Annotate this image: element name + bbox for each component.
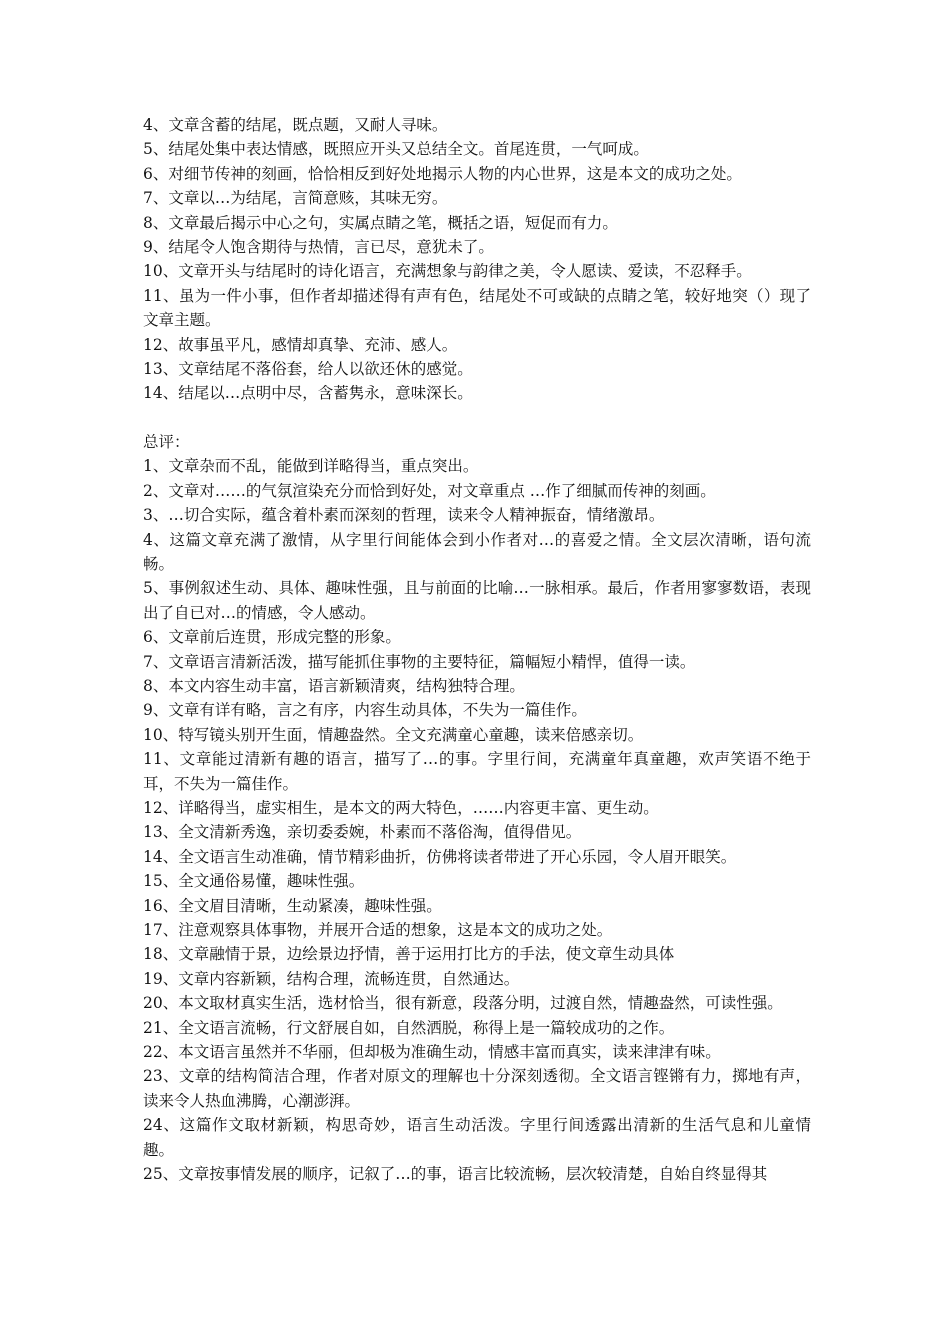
list-item: 25、文章按事情发展的顺序，记叙了…的事，语言比较流畅，层次较清楚，自始自终显得其 (143, 1165, 768, 1184)
list-item: 3、…切合实际，蕴含着朴素而深刻的哲理，读来令人精神振奋，情绪激昂。 (143, 506, 665, 525)
list-item: 17、注意观察具体事物，并展开合适的想象，这是本文的成功之处。 (143, 921, 613, 939)
list-item: 15、全文通俗易懂，趣味性强。 (143, 872, 365, 891)
document-page (143, 113, 811, 1186)
list-item: 19、文章内容新颖，结构合理，流畅连贯，自然通达。 (143, 969, 520, 988)
list-item: 9、结尾令人饱含期待与热情，言已尽，意犹未了。 (143, 238, 494, 257)
list-item: 21、全文语言流畅，行文舒展自如，自然洒脱，称得上是一篇较成功的之作。 (143, 1018, 675, 1037)
list-item: 5、结尾处集中表达情感，既照应开头又总结全文。首尾连贯，一气呵成。 (143, 140, 649, 159)
list-item: 1、文章杂而不乱，能做到详略得当，重点突出。 (143, 457, 479, 476)
list-item: 9、文章有详有略，言之有序，内容生动具体，不失为一篇佳作。 (143, 701, 587, 720)
list-item: 5、事例叙述生动、具体、趣味性强，且与前面的比喻…一脉相承。最后，作者用寥寥数语，表现出了自已对…的情感，令人感动。 (143, 579, 811, 622)
list-item: 2、文章对……的气氛渲染充分而恰到好处，对文章重点 …作了细腻而传神的刻画。 (143, 481, 716, 500)
list-item: 23、文章的结构简洁合理，作者对原文的理解也十分深刻透彻。全文语言铿锵有力，掷地有声，读来令人热血沸腾，心潮澎湃。 (143, 1067, 811, 1110)
ending-comments-list (143, 113, 811, 406)
list-item: 7、文章语言清新活泼，描写能抓住事物的主要特征，篇幅短小精悍，值得一读。 (143, 652, 696, 671)
summary-comments-list (143, 454, 811, 1186)
list-item: 18、文章融情于景，边绘景边抒情，善于运用打比方的手法，使文章生动具体 (143, 945, 675, 964)
list-item: 4、文章含蓄的结尾，既点题，又耐人寻味。 (143, 116, 448, 134)
list-item: 6、文章前后连贯，形成完整的形象。 (143, 628, 401, 647)
list-item: 11、虽为一件小事，但作者却描述得有声有色，结尾处不可或缺的点睛之笔，较好地突（）现了文章主题。 (143, 286, 811, 330)
list-item: 13、文章结尾不落俗套，给人以欲还休的感觉。 (143, 360, 473, 379)
list-item: 13、全文清新秀逸，亲切委委婉，朴素而不落俗淘，值得借见。 (143, 823, 582, 842)
list-item: 16、全文眉目清晰，生动紧凑，趣味性强。 (143, 896, 442, 915)
list-item: 22、本文语言虽然并不华丽，但却极为准确生动，情感丰富而真实，读来津津有味。 (143, 1043, 721, 1062)
list-item: 12、故事虽平凡，感情却真挚、充沛、感人。 (143, 335, 458, 354)
section-gap (143, 406, 811, 430)
list-item: 7、文章以…为结尾，言简意赅，其味无穷。 (143, 189, 448, 208)
list-item: 10、文章开头与结尾时的诗化语言，充满想象与韵律之美，令人愿读、爱读，不忍释手。 (143, 262, 752, 281)
list-item: 24、这篇作文取材新颖，构思奇妙，语言生动活泼。字里行间透露出清新的生活气息和儿童情趣。 (143, 1116, 811, 1159)
list-item: 14、全文语言生动准确，情节精彩曲折，仿佛将读者带进了开心乐园，令人眉开眼笑。 (143, 847, 737, 866)
list-item: 8、文章最后揭示中心之句，实属点睛之笔，概括之语，短促而有力。 (143, 213, 618, 232)
list-item: 6、对细节传神的刻画，恰恰相反到好处地揭示人物的内心世界，这是本文的成功之处。 (143, 164, 742, 183)
list-item: 10、特写镜头别开生面，情趣盎然。全文充满童心童趣，读来倍感亲切。 (143, 725, 644, 744)
list-item: 8、本文内容生动丰富，语言新颖清爽，结构独特合理。 (143, 676, 525, 695)
list-item: 14、结尾以…点明中尽，含蓄隽永，意味深长。 (143, 384, 473, 403)
section-title: 总评： (143, 432, 190, 451)
list-item: 11、文章能过清新有趣的语言，描写了…的事。字里行间，充满童年真童趣，欢声笑语不绝于耳，不失为一篇佳作。 (143, 750, 811, 793)
list-item: 20、本文取材真实生活，选材恰当，很有新意，段落分明，过渡自然，情趣盎然，可读性强。 (143, 994, 783, 1013)
list-item: 4、这篇文章充满了激情，从字里行间能体会到小作者对…的喜爱之情。全文层次清晰，语句流畅。 (143, 530, 811, 573)
list-item: 12、详略得当，虚实相生，是本文的两大特色，……内容更丰富、更生动。 (143, 798, 659, 817)
